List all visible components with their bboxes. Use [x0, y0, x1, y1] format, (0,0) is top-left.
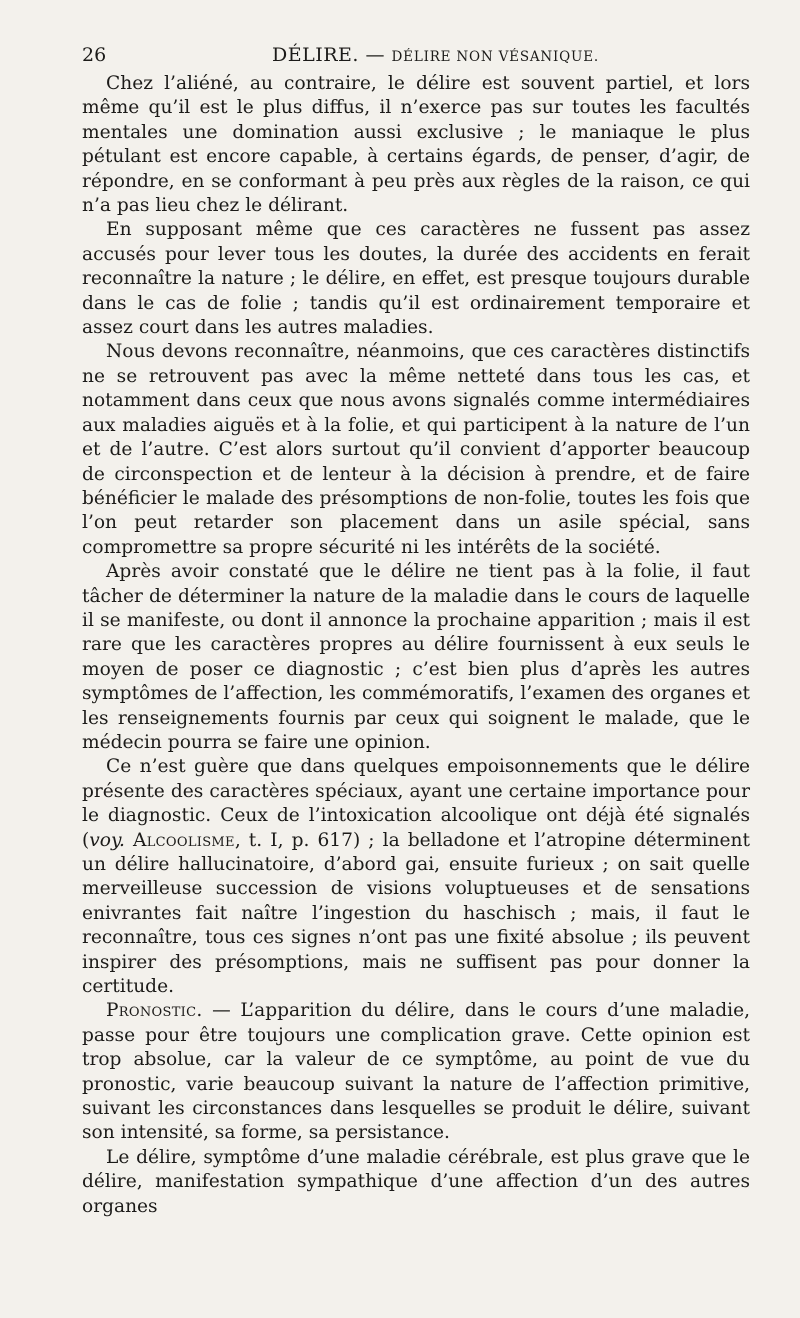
paragraph-4: Après avoir constaté que le délire ne tient pas à la folie, il faut tâcher de déterminer la nature de la maladie dans le cours de laquelle il se manifeste, ou dont il annonce la prochaine apparition ; mais il est rare que les caractères propres au délire fournissent à eux seuls le moyen de poser ce diagnostic ; c’est bien plus d’après les autres symptômes de l’affection, les commémoratifs, l’examen des organes et les renseignements fournis par ceux qui soignent le malade, que le médecin pourra se faire une opinion. [82, 561, 750, 753]
running-header [82, 40, 750, 72]
paragraph-6-text: — L’apparition du délire, dans le cours d’une maladie, passe pour être toujours une complication grave. Cette opinion est trop absolue, car la valeur de ce symptôme, au point de vue du pronostic, varie beaucoup suivant la nature de l’affection primitive, suivant les circonstances dans lesquelles se produit le délire, suivant son intensité, sa forme, sa persistance. [82, 1000, 750, 1144]
running-title [272, 40, 599, 72]
voy-abbrev: voy. [89, 829, 125, 851]
paragraph-3: Nous devons reconnaître, néanmoins, que ces caractères distinctifs ne se retrouvent pas avec la même netteté dans tous les cas, et notamment dans ceux que nous avons signalés comme intermédiaires aux maladies aiguës et à la folie, et qui participent à la nature de l’un et de l’autre. C’est alors surtout qu’il convient d’apporter beaucoup de circonspection et de lenteur à la décision à prendre, et de faire bénéficier le malade des présomptions de non-folie, toutes les fois que l’on peut retarder son placement dans un asile spécial, sans compromettre sa propre sécurité ni les intérêts de la société. [82, 341, 750, 558]
paragraph-5 [82, 755, 750, 999]
paragraph-1: Chez l’aliéné, au contraire, le délire est souvent partiel, et lors même qu’il est le plus diffus, il n’exerce pas sur toutes les facultés mentales une domination aussi exclusive ; le maniaque le plus pétulant est encore capable, à certains égards, de penser, d’agir, de répondre, en se conformant à peu près aux règles de la raison, ce qui n’a pas lieu chez le délirant. [82, 73, 750, 217]
title-sub: DÉLIRE NON VÉSANIQUE. [391, 49, 599, 65]
paragraph-5-part-a: Ce n’est guère que dans quelques empoisonnements que le délire présente des caractères spéciaux, ayant une certaine importance pour le diagnostic. Ceux de l’intoxication alcoolique ont déjà été signalés ( [82, 756, 750, 851]
title-separator: — [365, 44, 385, 66]
cross-reference: Alcoolisme [133, 829, 235, 851]
title-main: DÉLIRE. [272, 44, 359, 66]
paragraph-5-part-b: , t. I, p. 617) ; la belladone et l’atropine déterminent un délire hallucinatoire, d’abord gai, ensuite furieux ; on sait quelle merveilleuse succession de visions voluptueuses et de sensations enivrantes fait naître l’ingestion du haschisch ; mais, il faut le reconnaître, tous ces signes n’ont pas une fixité absolue ; ils peuvent inspirer des présomptions, mais ne suffisent pas pour donner la certitude. [82, 829, 750, 998]
paragraph-2: En supposant même que ces caractères ne fussent pas assez accusés pour lever tous les doutes, la durée des accidents en ferait reconnaître la nature ; le délire, en effet, est presque toujours durable dans le cas de folie ; tandis qu’il est ordinairement temporaire et assez court dans les autres maladies. [82, 219, 750, 339]
section-heading-pronostic: Pronostic. [106, 1000, 203, 1022]
paragraph-6 [82, 999, 750, 1145]
paragraph-7: Le délire, symptôme d’une maladie cérébrale, est plus grave que le délire, manifestation sympathique d’une affection d’un des autres organes [82, 1146, 750, 1217]
body-text [82, 72, 750, 1219]
page-number: 26 [82, 44, 107, 66]
